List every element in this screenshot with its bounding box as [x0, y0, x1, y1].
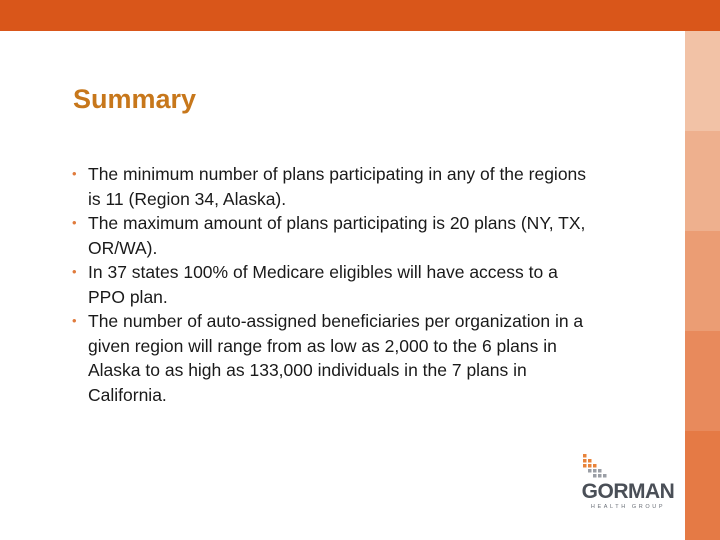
- bullet-text: In 37 states 100% of Medicare eligibles will have access to a PPO plan.: [88, 262, 558, 307]
- logo-subtitle: HEALTH GROUP: [590, 504, 666, 510]
- side-strip-segment: [685, 431, 720, 540]
- gorman-logo: [578, 450, 678, 510]
- top-banner-bar: [0, 0, 720, 31]
- side-strip-segment: [685, 231, 720, 331]
- bullet-text: The maximum amount of plans participating is 20 plans (NY, TX, OR/WA).: [88, 213, 586, 258]
- logo-dots-icon: [578, 450, 678, 484]
- bullet-dot-icon: •: [72, 166, 77, 181]
- side-strip-segment: [685, 31, 720, 131]
- bullet-text: The minimum number of plans participating in any of the regions is 11 (Region 34, Alaska).: [88, 164, 587, 209]
- bullet-dot-icon: •: [72, 215, 77, 230]
- bullet-item: [72, 260, 592, 309]
- bullet-list: [72, 162, 592, 407]
- bullet-dot-icon: •: [72, 264, 77, 279]
- bullet-item: [72, 211, 592, 260]
- side-strip-segment: [685, 131, 720, 231]
- bullet-text: The number of auto-assigned beneficiaries per organization in a given region will range from as low as 2,000 to the 6 plans in Alaska to as high as 133,000 individuals in the 7 plans in California.: [88, 311, 584, 405]
- bullet-dot-icon: •: [72, 313, 77, 328]
- slide-title: Summary: [73, 84, 197, 114]
- side-strip-segment: [685, 331, 720, 431]
- logo-name: GORMAN: [581, 480, 675, 503]
- bullet-item: [72, 162, 592, 211]
- bullet-item: [72, 309, 592, 407]
